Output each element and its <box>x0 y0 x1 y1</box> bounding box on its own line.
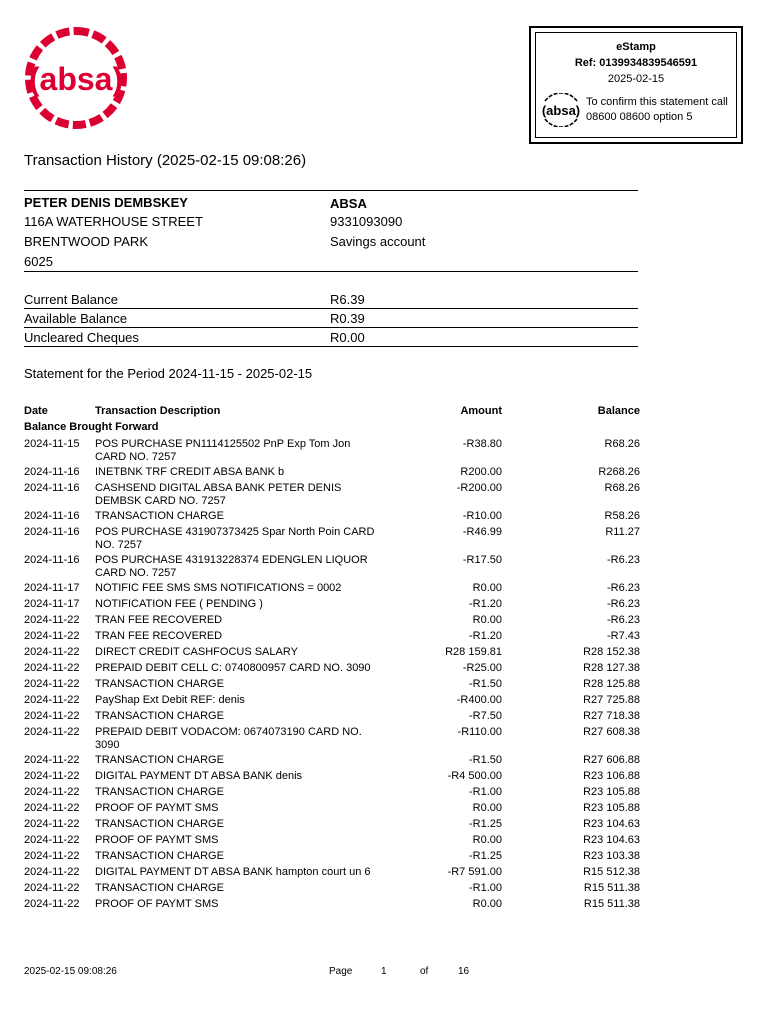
row-balance: R27 606.88 <box>583 754 640 766</box>
account-number: 9331093090 <box>330 214 403 229</box>
row-description <box>95 437 395 465</box>
row-description <box>95 525 395 553</box>
estamp-ref: Ref: 0139934839546591 <box>574 57 698 69</box>
row-description-line1: NOTIFICATION FEE ( PENDING ) <box>95 598 263 610</box>
divider <box>24 327 638 328</box>
row-description-line1: POS PURCHASE PN1114125502 PnP Exp Tom Jon <box>95 438 351 450</box>
row-amount: -R7.50 <box>468 710 502 722</box>
row-amount: -R1.00 <box>468 882 502 894</box>
estamp-confirm-line1: To confirm this statement call <box>586 96 728 108</box>
divider <box>24 308 638 309</box>
header-balance: Balance <box>597 404 640 417</box>
row-balance: R28 127.38 <box>583 662 640 674</box>
row-description <box>95 725 395 753</box>
row-balance: R28 125.88 <box>583 678 640 690</box>
account-type: Savings account <box>330 234 426 249</box>
row-description <box>95 645 395 661</box>
table-row <box>24 597 640 613</box>
row-description <box>95 481 395 509</box>
page-title: Transaction History (2025-02-15 09:08:26) <box>24 152 307 169</box>
row-description-line1: TRANSACTION CHARGE <box>95 710 224 722</box>
bank-name: ABSA <box>330 196 367 211</box>
row-description-line1: TRANSACTION CHARGE <box>95 754 224 766</box>
row-description <box>95 465 395 481</box>
row-description-line1: TRANSACTION CHARGE <box>95 510 224 522</box>
footer-of-label: of <box>420 966 429 977</box>
row-description-line1: DIGITAL PAYMENT DT ABSA BANK hampton court un 6 <box>95 866 371 878</box>
row-amount: -R25.00 <box>462 662 502 674</box>
estamp-absa-logo <box>539 93 583 127</box>
row-balance: R27 718.38 <box>583 710 640 722</box>
row-amount: -R1.25 <box>468 818 502 830</box>
table-row <box>24 465 640 481</box>
row-date: 2024-11-22 <box>24 866 80 878</box>
row-balance: R11.27 <box>605 526 640 538</box>
row-balance: R28 152.38 <box>583 646 640 658</box>
row-description-line1: TRANSACTION CHARGE <box>95 850 224 862</box>
estamp-title: eStamp <box>616 41 656 53</box>
table-row <box>24 661 640 677</box>
row-amount: -R46.99 <box>462 526 502 538</box>
row-description-line2: CARD NO. 7257 <box>95 567 177 579</box>
row-description-line1: POS PURCHASE 431907373425 Spar North Poin CARD <box>95 526 375 538</box>
table-row <box>24 881 640 897</box>
row-description <box>95 693 395 709</box>
svg-text:(absa): (absa) <box>28 61 124 97</box>
header-date: Date <box>24 404 48 417</box>
available-balance-label: Available Balance <box>24 311 128 326</box>
row-date: 2024-11-22 <box>24 834 80 846</box>
row-description <box>95 709 395 725</box>
row-description-line1: TRANSACTION CHARGE <box>95 786 224 798</box>
customer-postal-code: 6025 <box>24 254 53 269</box>
row-description-line1: POS PURCHASE 431913228374 EDENGLEN LIQUOR <box>95 554 368 566</box>
row-amount: -R1.00 <box>468 786 502 798</box>
row-description-line1: TRANSACTION CHARGE <box>95 678 224 690</box>
svg-text:(absa): (absa) <box>541 103 581 118</box>
divider <box>24 190 638 191</box>
row-balance: R23 106.88 <box>583 770 640 782</box>
row-balance: R15 511.38 <box>583 882 640 894</box>
divider <box>24 271 638 272</box>
brought-forward-label: Balance Brought Forward <box>24 421 159 433</box>
table-row <box>24 833 640 849</box>
footer-timestamp: 2025-02-15 09:08:26 <box>24 966 117 977</box>
row-date: 2024-11-22 <box>24 786 80 798</box>
current-balance-value: R6.39 <box>330 292 365 307</box>
row-description <box>95 769 395 785</box>
customer-address1: 116A WATERHOUSE STREET <box>24 214 203 229</box>
table-row <box>24 865 640 881</box>
row-balance: R58.26 <box>604 510 640 522</box>
current-balance-label: Current Balance <box>24 292 118 307</box>
row-description <box>95 553 395 581</box>
row-date: 2024-11-22 <box>24 726 80 738</box>
row-amount: R0.00 <box>472 802 502 814</box>
row-balance: R27 608.38 <box>583 726 640 738</box>
row-date: 2024-11-16 <box>24 482 80 494</box>
row-description <box>95 677 395 693</box>
row-date: 2024-11-16 <box>24 510 80 522</box>
row-description <box>95 597 395 613</box>
table-row <box>24 785 640 801</box>
row-date: 2024-11-22 <box>24 614 80 626</box>
row-amount: -R17.50 <box>462 554 502 566</box>
row-date: 2024-11-15 <box>24 438 80 450</box>
absa-logo <box>22 24 130 132</box>
row-description <box>95 897 395 913</box>
row-amount: R0.00 <box>472 582 502 594</box>
table-row <box>24 897 640 913</box>
table-row <box>24 677 640 693</box>
row-amount: -R1.50 <box>468 754 502 766</box>
row-balance: R27 725.88 <box>583 694 640 706</box>
estamp-confirm-line2: 08600 08600 option 5 <box>586 111 693 123</box>
row-date: 2024-11-22 <box>24 662 80 674</box>
row-amount: -R200.00 <box>456 482 502 494</box>
table-row <box>24 581 640 597</box>
table-row <box>24 725 640 753</box>
row-amount: R0.00 <box>472 834 502 846</box>
row-date: 2024-11-16 <box>24 466 80 478</box>
row-amount: -R1.20 <box>468 630 502 642</box>
table-row <box>24 769 640 785</box>
row-date: 2024-11-16 <box>24 554 80 566</box>
row-description <box>95 613 395 629</box>
table-row <box>24 645 640 661</box>
row-amount: -R1.50 <box>468 678 502 690</box>
estamp-box <box>529 26 743 144</box>
row-date: 2024-11-22 <box>24 802 80 814</box>
row-balance: R15 512.38 <box>583 866 640 878</box>
available-balance-value: R0.39 <box>330 311 365 326</box>
row-date: 2024-11-16 <box>24 526 80 538</box>
row-amount: R0.00 <box>472 614 502 626</box>
row-description-line1: PROOF OF PAYMT SMS <box>95 834 219 846</box>
row-description-line2: DEMBSK CARD NO. 7257 <box>95 495 226 507</box>
row-description-line1: DIGITAL PAYMENT DT ABSA BANK denis <box>95 770 303 782</box>
table-row <box>24 509 640 525</box>
row-amount: -R38.80 <box>462 438 502 450</box>
row-balance: -R6.23 <box>606 598 640 610</box>
row-balance: R23 104.63 <box>583 834 640 846</box>
row-amount: -R10.00 <box>462 510 502 522</box>
row-date: 2024-11-17 <box>24 598 80 610</box>
row-date: 2024-11-17 <box>24 582 80 594</box>
row-balance: R15 511.38 <box>583 898 640 910</box>
row-balance: R23 105.88 <box>583 786 640 798</box>
row-date: 2024-11-22 <box>24 770 80 782</box>
row-amount: -R1.20 <box>468 598 502 610</box>
row-description-line1: PREPAID DEBIT VODACOM: 0674073190 CARD NO. <box>95 726 362 738</box>
row-description <box>95 629 395 645</box>
row-description <box>95 581 395 597</box>
row-description-line1: TRAN FEE RECOVERED <box>95 614 223 626</box>
table-row <box>24 629 640 645</box>
row-description-line1: TRANSACTION CHARGE <box>95 882 224 894</box>
row-description <box>95 753 395 769</box>
table-row <box>24 481 640 509</box>
row-amount: R200.00 <box>460 466 502 478</box>
table-row <box>24 849 640 865</box>
statement-period: Statement for the Period 2024-11-15 - 2025-02-15 <box>24 366 313 381</box>
row-description-line1: PROOF OF PAYMT SMS <box>95 802 219 814</box>
row-description-line2: 3090 <box>95 739 120 751</box>
row-description-line1: PayShap Ext Debit REF: denis <box>95 694 245 706</box>
table-row <box>24 437 640 465</box>
estamp-confirm <box>586 95 728 125</box>
row-balance: -R6.23 <box>606 582 640 594</box>
header-amount: Amount <box>460 404 502 417</box>
row-date: 2024-11-22 <box>24 630 80 642</box>
row-balance: R23 103.38 <box>583 850 640 862</box>
table-row <box>24 753 640 769</box>
row-description <box>95 881 395 897</box>
row-description-line1: DIRECT CREDIT CASHFOCUS SALARY <box>95 646 298 658</box>
row-description <box>95 661 395 677</box>
table-header-row <box>24 401 640 420</box>
row-date: 2024-11-22 <box>24 694 80 706</box>
row-balance: -R6.23 <box>606 554 640 566</box>
footer-page-number: 1 <box>381 966 387 977</box>
table-row <box>24 817 640 833</box>
table-row <box>24 553 640 581</box>
row-description-line1: CASHSEND DIGITAL ABSA BANK PETER DENIS <box>95 482 342 494</box>
customer-address2: BRENTWOOD PARK <box>24 234 148 249</box>
row-balance: -R7.43 <box>606 630 640 642</box>
table-row <box>24 801 640 817</box>
row-description <box>95 865 395 881</box>
uncleared-cheques-label: Uncleared Cheques <box>24 330 139 345</box>
row-description-line1: PREPAID DEBIT CELL C: 0740800957 CARD NO. 3090 <box>95 662 371 674</box>
row-description <box>95 817 395 833</box>
row-date: 2024-11-22 <box>24 646 80 658</box>
row-balance: R23 104.63 <box>583 818 640 830</box>
row-description-line1: NOTIFIC FEE SMS SMS NOTIFICATIONS = 0002 <box>95 582 342 594</box>
header-description: Transaction Description <box>95 404 221 417</box>
row-amount: R28 159.81 <box>445 646 502 658</box>
footer-total-pages: 16 <box>458 966 470 977</box>
uncleared-cheques-value: R0.00 <box>330 330 365 345</box>
row-amount: -R4 500.00 <box>447 770 502 782</box>
row-amount: -R7 591.00 <box>447 866 502 878</box>
row-amount: R0.00 <box>472 898 502 910</box>
table-row <box>24 693 640 709</box>
row-balance: R268.26 <box>598 466 640 478</box>
row-description-line1: PROOF OF PAYMT SMS <box>95 898 219 910</box>
row-description-line1: TRAN FEE RECOVERED <box>95 630 223 642</box>
table-row <box>24 613 640 629</box>
row-date: 2024-11-22 <box>24 710 80 722</box>
row-balance: -R6.23 <box>606 614 640 626</box>
footer-page-label: Page <box>329 966 353 977</box>
transactions-table <box>24 401 640 913</box>
estamp-date: 2025-02-15 <box>607 73 665 85</box>
row-description <box>95 801 395 817</box>
row-balance: R23 105.88 <box>583 802 640 814</box>
row-description-line1: INETBNK TRF CREDIT ABSA BANK b <box>95 466 285 478</box>
row-description-line2: NO. 7257 <box>95 539 143 551</box>
divider <box>24 346 638 347</box>
row-description <box>95 509 395 525</box>
table-row <box>24 709 640 725</box>
row-date: 2024-11-22 <box>24 678 80 690</box>
row-date: 2024-11-22 <box>24 850 80 862</box>
row-date: 2024-11-22 <box>24 898 80 910</box>
table-row <box>24 525 640 553</box>
row-description <box>95 849 395 865</box>
row-date: 2024-11-22 <box>24 818 80 830</box>
row-amount: -R400.00 <box>456 694 502 706</box>
row-date: 2024-11-22 <box>24 754 80 766</box>
row-balance: R68.26 <box>604 482 640 494</box>
row-description-line2: CARD NO. 7257 <box>95 451 177 463</box>
row-description <box>95 785 395 801</box>
row-amount: -R110.00 <box>457 726 502 738</box>
row-description-line1: TRANSACTION CHARGE <box>95 818 224 830</box>
row-date: 2024-11-22 <box>24 882 80 894</box>
brought-forward-row <box>24 420 640 437</box>
customer-name: PETER DENIS DEMBSKEY <box>24 195 188 210</box>
row-amount: -R1.25 <box>468 850 502 862</box>
row-balance: R68.26 <box>604 438 640 450</box>
row-description <box>95 833 395 849</box>
